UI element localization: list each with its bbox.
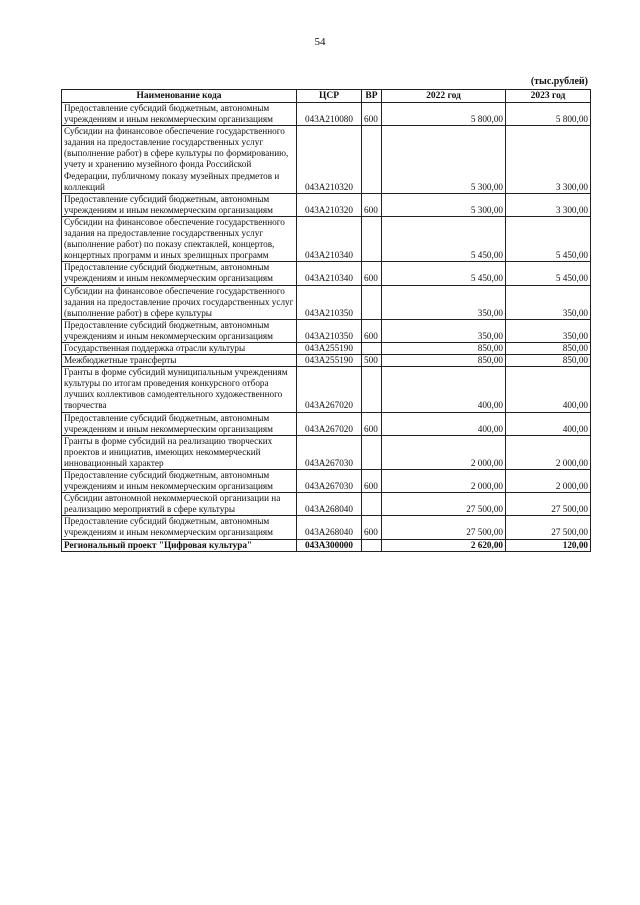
table-row <box>62 470 591 493</box>
row-name-cell: Субсидии автономной некоммерческой организации на реализацию мероприятий в сфере культуры <box>62 493 297 516</box>
header-name: Наименование кода <box>62 90 297 103</box>
header-2022: 2022 год <box>382 90 506 103</box>
row-csr-cell: 043А210320 <box>297 193 362 216</box>
table-row <box>62 103 591 126</box>
row-2022-cell: 350,00 <box>382 319 506 342</box>
row-vr-cell: 600 <box>362 516 382 539</box>
row-2022-cell: 5 300,00 <box>382 126 506 194</box>
row-2022-cell: 850,00 <box>382 342 506 354</box>
row-vr-cell: 600 <box>362 319 382 342</box>
table-row <box>62 412 591 435</box>
row-vr-cell: 600 <box>362 103 382 126</box>
row-2023-cell: 2 000,00 <box>506 470 591 493</box>
row-2022-cell: 2 000,00 <box>382 435 506 469</box>
row-2023-cell: 850,00 <box>506 342 591 354</box>
row-vr-cell <box>362 342 382 354</box>
table-header-row <box>62 90 591 103</box>
row-2022-cell: 27 500,00 <box>382 516 506 539</box>
row-2022-cell: 400,00 <box>382 412 506 435</box>
row-vr-cell <box>362 285 382 319</box>
row-name-cell: Межбюджетные трансферты <box>62 355 297 367</box>
row-2023-cell: 27 500,00 <box>506 493 591 516</box>
table-row <box>62 355 591 367</box>
row-name-cell: Предоставление субсидий бюджетным, автономным учреждениям и иным некоммерческим организациям <box>62 319 297 342</box>
row-csr-cell: 043А268040 <box>297 493 362 516</box>
row-2023-cell: 5 800,00 <box>506 103 591 126</box>
row-vr-cell <box>362 539 382 551</box>
row-csr-cell: 043А267030 <box>297 435 362 469</box>
table-row <box>62 216 591 261</box>
units-label: (тыс.рублей) <box>530 76 588 87</box>
table-row <box>62 435 591 469</box>
row-2022-cell: 5 450,00 <box>382 262 506 285</box>
row-vr-cell: 600 <box>362 193 382 216</box>
table-row <box>62 342 591 354</box>
row-2023-cell: 27 500,00 <box>506 516 591 539</box>
row-vr-cell <box>362 216 382 261</box>
row-csr-cell: 043А268040 <box>297 516 362 539</box>
row-2023-cell: 350,00 <box>506 285 591 319</box>
row-2023-cell: 350,00 <box>506 319 591 342</box>
row-csr-cell: 043А267020 <box>297 367 362 412</box>
row-2023-cell: 400,00 <box>506 367 591 412</box>
row-name-cell: Предоставление субсидий бюджетным, автономным учреждениям и иным некоммерческим организациям <box>62 516 297 539</box>
row-2023-cell: 5 450,00 <box>506 216 591 261</box>
page-number: 54 <box>314 36 326 48</box>
table-body <box>62 103 591 552</box>
row-csr-cell: 043А267020 <box>297 412 362 435</box>
row-name-cell: Гранты в форме субсидий на реализацию творческих проектов и инициатив, имеющих некоммерческий инновационный характер <box>62 435 297 469</box>
table-row <box>62 539 591 551</box>
row-2022-cell: 850,00 <box>382 355 506 367</box>
row-name-cell: Региональный проект "Цифровая культура" <box>62 539 297 551</box>
row-csr-cell: 043А210080 <box>297 103 362 126</box>
row-2022-cell: 5 300,00 <box>382 193 506 216</box>
row-vr-cell <box>362 435 382 469</box>
row-2022-cell: 2 000,00 <box>382 470 506 493</box>
row-name-cell: Государственная поддержка отрасли культуры <box>62 342 297 354</box>
table-row <box>62 126 591 194</box>
header-vr: ВР <box>362 90 382 103</box>
row-2022-cell: 350,00 <box>382 285 506 319</box>
row-csr-cell: 043А255190 <box>297 355 362 367</box>
row-2022-cell: 400,00 <box>382 367 506 412</box>
table-row <box>62 262 591 285</box>
row-name-cell: Предоставление субсидий бюджетным, автономным учреждениям и иным некоммерческим организациям <box>62 103 297 126</box>
row-2023-cell: 2 000,00 <box>506 435 591 469</box>
row-name-cell: Предоставление субсидий бюджетным, автономным учреждениям и иным некоммерческим организациям <box>62 193 297 216</box>
row-2023-cell: 120,00 <box>506 539 591 551</box>
header-csr: ЦСР <box>297 90 362 103</box>
row-name-cell: Предоставление субсидий бюджетным, автономным учреждениям и иным некоммерческим организациям <box>62 470 297 493</box>
table-row <box>62 493 591 516</box>
table-row <box>62 367 591 412</box>
row-2023-cell: 850,00 <box>506 355 591 367</box>
row-vr-cell: 500 <box>362 355 382 367</box>
row-2023-cell: 400,00 <box>506 412 591 435</box>
table-row <box>62 285 591 319</box>
row-csr-cell: 043А210320 <box>297 126 362 194</box>
row-csr-cell: 043А210350 <box>297 285 362 319</box>
row-name-cell: Субсидии на финансовое обеспечение государственного задания на предоставление государственных услуг (выполнение работ) по показу спектаклей, концертов, концертных программ и иных зрелищных программ <box>62 216 297 261</box>
row-2022-cell: 5 450,00 <box>382 216 506 261</box>
row-2023-cell: 5 450,00 <box>506 262 591 285</box>
row-vr-cell <box>362 367 382 412</box>
row-vr-cell: 600 <box>362 262 382 285</box>
row-csr-cell: 043А255190 <box>297 342 362 354</box>
row-2023-cell: 3 300,00 <box>506 126 591 194</box>
row-2022-cell: 27 500,00 <box>382 493 506 516</box>
row-vr-cell: 600 <box>362 412 382 435</box>
row-csr-cell: 043А267030 <box>297 470 362 493</box>
row-vr-cell <box>362 493 382 516</box>
row-name-cell: Предоставление субсидий бюджетным, автономным учреждениям и иным некоммерческим организациям <box>62 262 297 285</box>
row-name-cell: Гранты в форме субсидий муниципальным учреждениям культуры по итогам проведения конкурсного отбора лучших коллективов самодеятельного художественного творчества <box>62 367 297 412</box>
table-row <box>62 516 591 539</box>
row-2022-cell: 5 800,00 <box>382 103 506 126</box>
row-csr-cell: 043А300000 <box>297 539 362 551</box>
row-2023-cell: 3 300,00 <box>506 193 591 216</box>
row-2022-cell: 2 620,00 <box>382 539 506 551</box>
row-vr-cell: 600 <box>362 470 382 493</box>
row-csr-cell: 043А210340 <box>297 216 362 261</box>
row-vr-cell <box>362 126 382 194</box>
row-name-cell: Предоставление субсидий бюджетным, автономным учреждениям и иным некоммерческим организациям <box>62 412 297 435</box>
header-2023: 2023 год <box>506 90 591 103</box>
budget-table <box>61 89 591 552</box>
row-csr-cell: 043А210340 <box>297 262 362 285</box>
table-row <box>62 319 591 342</box>
row-name-cell: Субсидии на финансовое обеспечение государственного задания на предоставление прочих государственных услуг (выполнение работ) в сфере культуры <box>62 285 297 319</box>
row-name-cell: Субсидии на финансовое обеспечение государственного задания на предоставление государственных услуг (выполнение работ) в сфере культуры по формированию, учету и хранению музейного фонда Российской Федерации, публичному показу музейных предметов и коллекций <box>62 126 297 194</box>
table-row <box>62 193 591 216</box>
row-csr-cell: 043А210350 <box>297 319 362 342</box>
